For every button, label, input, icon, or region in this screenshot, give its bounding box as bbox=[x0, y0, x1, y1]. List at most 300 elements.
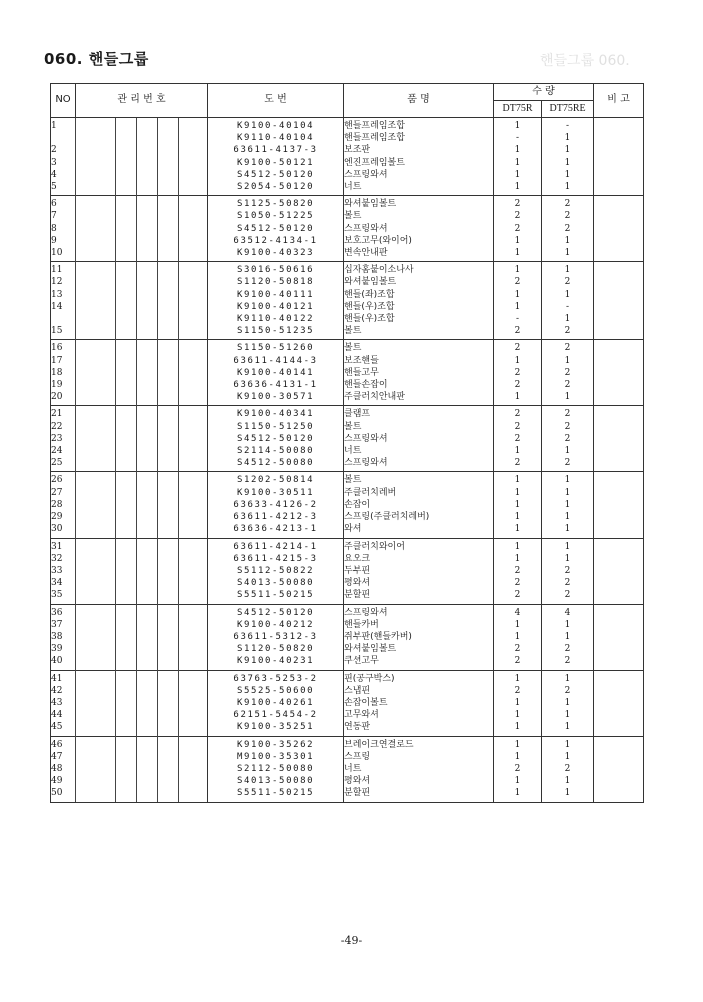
table-row bbox=[51, 223, 644, 235]
mgmt-cell bbox=[137, 709, 158, 721]
mgmt-cell bbox=[76, 118, 116, 133]
mgmt-cell bbox=[76, 487, 116, 499]
item-number-cell: 1 bbox=[51, 118, 76, 133]
qty-dt75re-cell: 4 bbox=[542, 604, 594, 619]
table-row bbox=[51, 457, 644, 472]
remarks-cell bbox=[594, 472, 644, 487]
mgmt-cell bbox=[158, 421, 179, 433]
mgmt-cell bbox=[76, 391, 116, 406]
part-name-cell: 핸들카버 bbox=[344, 619, 494, 631]
mgmt-cell bbox=[158, 118, 179, 133]
remarks-cell bbox=[594, 421, 644, 433]
mgmt-cell bbox=[137, 262, 158, 277]
mgmt-cell bbox=[137, 144, 158, 156]
qty-dt75re-cell: 1 bbox=[542, 721, 594, 736]
drawing-number-cell: K9100-40111 bbox=[208, 289, 344, 301]
qty-dt75re-cell: 1 bbox=[542, 538, 594, 553]
mgmt-cell bbox=[158, 670, 179, 685]
part-name-cell: 핸들프레임조합 bbox=[344, 118, 494, 133]
mgmt-cell bbox=[116, 499, 137, 511]
mgmt-cell bbox=[137, 643, 158, 655]
mgmt-cell bbox=[76, 169, 116, 181]
mgmt-cell bbox=[158, 445, 179, 457]
mgmt-cell bbox=[179, 391, 208, 406]
mgmt-cell bbox=[179, 619, 208, 631]
part-name-cell: 쥐부판(핸들카버) bbox=[344, 631, 494, 643]
remarks-cell bbox=[594, 553, 644, 565]
mgmt-cell bbox=[76, 787, 116, 802]
remarks-cell bbox=[594, 144, 644, 156]
mgmt-cell bbox=[158, 457, 179, 472]
mgmt-cell bbox=[179, 763, 208, 775]
item-number-cell: 49 bbox=[51, 775, 76, 787]
item-number-cell: 34 bbox=[51, 577, 76, 589]
mgmt-cell bbox=[158, 787, 179, 802]
remarks-cell bbox=[594, 523, 644, 538]
drawing-number-cell: K9100-35251 bbox=[208, 721, 344, 736]
header-model-dt75re: DT75RE bbox=[542, 101, 594, 118]
mgmt-cell bbox=[179, 223, 208, 235]
mgmt-cell bbox=[137, 775, 158, 787]
remarks-cell bbox=[594, 379, 644, 391]
table-row bbox=[51, 472, 644, 487]
mgmt-cell bbox=[179, 247, 208, 262]
qty-dt75re-cell: 1 bbox=[542, 289, 594, 301]
qty-dt75re-cell: 1 bbox=[542, 775, 594, 787]
qty-dt75r-cell: 2 bbox=[494, 589, 542, 604]
header-management-number: 관 리 번 호 bbox=[76, 84, 208, 118]
qty-dt75re-cell: 1 bbox=[542, 751, 594, 763]
qty-dt75re-cell: 2 bbox=[542, 577, 594, 589]
mgmt-cell bbox=[76, 181, 116, 196]
qty-dt75r-cell: 1 bbox=[494, 511, 542, 523]
mgmt-cell bbox=[116, 604, 137, 619]
mgmt-cell bbox=[158, 169, 179, 181]
qty-dt75re-cell: 1 bbox=[542, 247, 594, 262]
item-number-cell bbox=[51, 132, 76, 144]
mgmt-cell bbox=[158, 181, 179, 196]
item-number-cell: 18 bbox=[51, 367, 76, 379]
mgmt-cell bbox=[76, 196, 116, 211]
part-name-cell: 브레이크연결로드 bbox=[344, 736, 494, 751]
part-name-cell: 엔진프레임볼트 bbox=[344, 157, 494, 169]
remarks-cell bbox=[594, 406, 644, 421]
mgmt-cell bbox=[116, 367, 137, 379]
mgmt-cell bbox=[76, 223, 116, 235]
qty-dt75r-cell: 1 bbox=[494, 144, 542, 156]
mgmt-cell bbox=[179, 589, 208, 604]
mgmt-cell bbox=[137, 457, 158, 472]
table-row bbox=[51, 736, 644, 751]
drawing-number-cell: K9100-40323 bbox=[208, 247, 344, 262]
part-name-cell: 요오크 bbox=[344, 553, 494, 565]
part-name-cell: 핸들프레임조합 bbox=[344, 132, 494, 144]
qty-dt75re-cell: 1 bbox=[542, 313, 594, 325]
mgmt-cell bbox=[116, 223, 137, 235]
remarks-cell bbox=[594, 457, 644, 472]
table-row bbox=[51, 355, 644, 367]
item-number-cell: 7 bbox=[51, 210, 76, 222]
qty-dt75re-cell: 2 bbox=[542, 340, 594, 355]
item-number-cell: 41 bbox=[51, 670, 76, 685]
table-row bbox=[51, 511, 644, 523]
mgmt-cell bbox=[76, 472, 116, 487]
qty-dt75r-cell: 1 bbox=[494, 235, 542, 247]
part-name-cell: 볼트 bbox=[344, 472, 494, 487]
mgmt-cell bbox=[179, 276, 208, 288]
mgmt-cell bbox=[158, 487, 179, 499]
mgmt-cell bbox=[179, 433, 208, 445]
header-model-dt75r: DT75R bbox=[494, 101, 542, 118]
mgmt-cell bbox=[137, 655, 158, 670]
mgmt-cell bbox=[137, 499, 158, 511]
qty-dt75re-cell: 1 bbox=[542, 355, 594, 367]
mgmt-cell bbox=[137, 247, 158, 262]
mgmt-cell bbox=[179, 511, 208, 523]
mgmt-cell bbox=[76, 144, 116, 156]
mgmt-cell bbox=[137, 511, 158, 523]
item-number-cell: 11 bbox=[51, 262, 76, 277]
mgmt-cell bbox=[137, 751, 158, 763]
mgmt-cell bbox=[116, 721, 137, 736]
mgmt-cell bbox=[76, 670, 116, 685]
mgmt-cell bbox=[137, 577, 158, 589]
mgmt-cell bbox=[137, 433, 158, 445]
mgmt-cell bbox=[116, 565, 137, 577]
qty-dt75re-cell: 1 bbox=[542, 445, 594, 457]
mgmt-cell bbox=[137, 340, 158, 355]
item-number-cell: 32 bbox=[51, 553, 76, 565]
part-name-cell: 스프링 bbox=[344, 751, 494, 763]
remarks-cell bbox=[594, 132, 644, 144]
remarks-cell bbox=[594, 313, 644, 325]
remarks-cell bbox=[594, 169, 644, 181]
qty-dt75r-cell: 1 bbox=[494, 472, 542, 487]
parts-table bbox=[50, 83, 644, 803]
item-number-cell: 8 bbox=[51, 223, 76, 235]
qty-dt75r-cell: - bbox=[494, 313, 542, 325]
mgmt-cell bbox=[158, 144, 179, 156]
mgmt-cell bbox=[76, 631, 116, 643]
mgmt-cell bbox=[116, 697, 137, 709]
mgmt-cell bbox=[116, 313, 137, 325]
drawing-number-cell: K9100-40261 bbox=[208, 697, 344, 709]
qty-dt75r-cell: 1 bbox=[494, 619, 542, 631]
qty-dt75re-cell: 2 bbox=[542, 421, 594, 433]
remarks-cell bbox=[594, 487, 644, 499]
drawing-number-cell: S4013-50080 bbox=[208, 577, 344, 589]
mgmt-cell bbox=[116, 577, 137, 589]
remarks-cell bbox=[594, 643, 644, 655]
mgmt-cell bbox=[76, 763, 116, 775]
mgmt-cell bbox=[137, 132, 158, 144]
mgmt-cell bbox=[137, 553, 158, 565]
mgmt-cell bbox=[76, 325, 116, 340]
part-name-cell: 보조핸들 bbox=[344, 355, 494, 367]
item-number-cell: 46 bbox=[51, 736, 76, 751]
remarks-cell bbox=[594, 325, 644, 340]
item-number-cell: 22 bbox=[51, 421, 76, 433]
part-name-cell: 분할핀 bbox=[344, 589, 494, 604]
remarks-cell bbox=[594, 181, 644, 196]
drawing-number-cell: S1120-50818 bbox=[208, 276, 344, 288]
remarks-cell bbox=[594, 538, 644, 553]
part-name-cell: 와셔붙임볼트 bbox=[344, 196, 494, 211]
qty-dt75re-cell: 1 bbox=[542, 553, 594, 565]
mgmt-cell bbox=[158, 655, 179, 670]
part-name-cell: 와셔붙임볼트 bbox=[344, 276, 494, 288]
ghost-heading: 핸들그룹 060. bbox=[540, 53, 630, 69]
mgmt-cell bbox=[137, 736, 158, 751]
mgmt-cell bbox=[116, 787, 137, 802]
part-name-cell: 고무와셔 bbox=[344, 709, 494, 721]
part-name-cell: 보조판 bbox=[344, 144, 494, 156]
mgmt-cell bbox=[158, 223, 179, 235]
mgmt-cell bbox=[179, 340, 208, 355]
qty-dt75r-cell: 1 bbox=[494, 775, 542, 787]
mgmt-cell bbox=[158, 379, 179, 391]
table-row bbox=[51, 604, 644, 619]
mgmt-cell bbox=[116, 751, 137, 763]
qty-dt75r-cell: 1 bbox=[494, 697, 542, 709]
mgmt-cell bbox=[158, 619, 179, 631]
table-row bbox=[51, 118, 644, 133]
mgmt-cell bbox=[137, 538, 158, 553]
qty-dt75re-cell: 1 bbox=[542, 523, 594, 538]
drawing-number-cell: S4512-50120 bbox=[208, 604, 344, 619]
mgmt-cell bbox=[76, 247, 116, 262]
mgmt-cell bbox=[76, 565, 116, 577]
part-name-cell: 손잡이볼트 bbox=[344, 697, 494, 709]
mgmt-cell bbox=[158, 631, 179, 643]
drawing-number-cell: K9110-40122 bbox=[208, 313, 344, 325]
mgmt-cell bbox=[116, 421, 137, 433]
item-number-cell: 3 bbox=[51, 157, 76, 169]
mgmt-cell bbox=[158, 589, 179, 604]
table-row bbox=[51, 685, 644, 697]
remarks-cell bbox=[594, 670, 644, 685]
qty-dt75re-cell: 2 bbox=[542, 276, 594, 288]
mgmt-cell bbox=[179, 210, 208, 222]
drawing-number-cell: K9100-30511 bbox=[208, 487, 344, 499]
mgmt-cell bbox=[76, 775, 116, 787]
drawing-number-cell: S4512-50120 bbox=[208, 433, 344, 445]
mgmt-cell bbox=[137, 721, 158, 736]
drawing-number-cell: S4512-50120 bbox=[208, 169, 344, 181]
part-name-cell: 와셔붙임볼트 bbox=[344, 643, 494, 655]
part-name-cell: 평와셔 bbox=[344, 577, 494, 589]
drawing-number-cell: S1150-51235 bbox=[208, 325, 344, 340]
qty-dt75r-cell: 2 bbox=[494, 223, 542, 235]
mgmt-cell bbox=[76, 709, 116, 721]
mgmt-cell bbox=[116, 406, 137, 421]
mgmt-cell bbox=[116, 670, 137, 685]
qty-dt75re-cell: 1 bbox=[542, 487, 594, 499]
table-row bbox=[51, 523, 644, 538]
qty-dt75r-cell: 1 bbox=[494, 301, 542, 313]
part-name-cell: 핸들손잡이 bbox=[344, 379, 494, 391]
mgmt-cell bbox=[179, 118, 208, 133]
qty-dt75r-cell: 1 bbox=[494, 169, 542, 181]
mgmt-cell bbox=[158, 132, 179, 144]
part-name-cell: 볼트 bbox=[344, 325, 494, 340]
header-remarks: 비 고 bbox=[594, 84, 644, 118]
mgmt-cell bbox=[76, 655, 116, 670]
table-row bbox=[51, 379, 644, 391]
table-row bbox=[51, 421, 644, 433]
qty-dt75re-cell: 2 bbox=[542, 367, 594, 379]
table-row bbox=[51, 169, 644, 181]
remarks-cell bbox=[594, 340, 644, 355]
mgmt-cell bbox=[76, 538, 116, 553]
item-number-cell: 15 bbox=[51, 325, 76, 340]
item-number-cell: 44 bbox=[51, 709, 76, 721]
mgmt-cell bbox=[76, 433, 116, 445]
mgmt-cell bbox=[116, 775, 137, 787]
mgmt-cell bbox=[179, 325, 208, 340]
remarks-cell bbox=[594, 565, 644, 577]
item-number-cell: 24 bbox=[51, 445, 76, 457]
mgmt-cell bbox=[158, 709, 179, 721]
item-number-cell: 45 bbox=[51, 721, 76, 736]
mgmt-cell bbox=[137, 631, 158, 643]
qty-dt75r-cell: 2 bbox=[494, 763, 542, 775]
mgmt-cell bbox=[116, 445, 137, 457]
part-name-cell: 너트 bbox=[344, 763, 494, 775]
mgmt-cell bbox=[137, 210, 158, 222]
item-number-cell: 10 bbox=[51, 247, 76, 262]
item-number-cell: 31 bbox=[51, 538, 76, 553]
mgmt-cell bbox=[158, 511, 179, 523]
item-number-cell: 2 bbox=[51, 144, 76, 156]
mgmt-cell bbox=[158, 391, 179, 406]
mgmt-cell bbox=[179, 523, 208, 538]
mgmt-cell bbox=[158, 355, 179, 367]
qty-dt75r-cell: 1 bbox=[494, 721, 542, 736]
part-name-cell: 평와셔 bbox=[344, 775, 494, 787]
part-name-cell: 핸들(우)조합 bbox=[344, 301, 494, 313]
mgmt-cell bbox=[76, 276, 116, 288]
drawing-number-cell: S5112-50822 bbox=[208, 565, 344, 577]
table-row bbox=[51, 538, 644, 553]
mgmt-cell bbox=[179, 721, 208, 736]
mgmt-cell bbox=[158, 367, 179, 379]
part-name-cell: 분할핀 bbox=[344, 787, 494, 802]
qty-dt75r-cell: 2 bbox=[494, 340, 542, 355]
remarks-cell bbox=[594, 619, 644, 631]
mgmt-cell bbox=[179, 406, 208, 421]
item-number-cell: 50 bbox=[51, 787, 76, 802]
qty-dt75r-cell: 2 bbox=[494, 685, 542, 697]
qty-dt75re-cell: 1 bbox=[542, 144, 594, 156]
drawing-number-cell: K9100-40341 bbox=[208, 406, 344, 421]
item-number-cell: 9 bbox=[51, 235, 76, 247]
table-row bbox=[51, 289, 644, 301]
mgmt-cell bbox=[116, 619, 137, 631]
mgmt-cell bbox=[179, 577, 208, 589]
mgmt-cell bbox=[116, 132, 137, 144]
mgmt-cell bbox=[179, 301, 208, 313]
drawing-number-cell: S2112-50080 bbox=[208, 763, 344, 775]
table-row bbox=[51, 709, 644, 721]
mgmt-cell bbox=[116, 736, 137, 751]
qty-dt75r-cell: 1 bbox=[494, 709, 542, 721]
mgmt-cell bbox=[137, 763, 158, 775]
remarks-cell bbox=[594, 301, 644, 313]
mgmt-cell bbox=[137, 619, 158, 631]
mgmt-cell bbox=[116, 538, 137, 553]
item-number-cell: 36 bbox=[51, 604, 76, 619]
qty-dt75r-cell: 2 bbox=[494, 406, 542, 421]
item-number-cell: 33 bbox=[51, 565, 76, 577]
mgmt-cell bbox=[179, 157, 208, 169]
qty-dt75re-cell: 1 bbox=[542, 787, 594, 802]
table-row bbox=[51, 313, 644, 325]
table-row bbox=[51, 589, 644, 604]
table-row bbox=[51, 499, 644, 511]
item-number-cell: 25 bbox=[51, 457, 76, 472]
drawing-number-cell: K9100-40104 bbox=[208, 118, 344, 133]
drawing-number-cell: K9100-40212 bbox=[208, 619, 344, 631]
mgmt-cell bbox=[179, 787, 208, 802]
mgmt-cell bbox=[158, 697, 179, 709]
drawing-number-cell: 63611-4144-3 bbox=[208, 355, 344, 367]
table-row bbox=[51, 325, 644, 340]
mgmt-cell bbox=[179, 538, 208, 553]
table-row bbox=[51, 235, 644, 247]
mgmt-cell bbox=[137, 169, 158, 181]
mgmt-cell bbox=[158, 313, 179, 325]
qty-dt75re-cell: 2 bbox=[542, 196, 594, 211]
qty-dt75r-cell: 4 bbox=[494, 604, 542, 619]
mgmt-cell bbox=[179, 144, 208, 156]
table-row bbox=[51, 565, 644, 577]
mgmt-cell bbox=[137, 589, 158, 604]
mgmt-cell bbox=[179, 181, 208, 196]
table-row bbox=[51, 763, 644, 775]
remarks-cell bbox=[594, 721, 644, 736]
mgmt-cell bbox=[137, 118, 158, 133]
item-number-cell: 37 bbox=[51, 619, 76, 631]
mgmt-cell bbox=[158, 301, 179, 313]
mgmt-cell bbox=[179, 685, 208, 697]
drawing-number-cell: K9100-50121 bbox=[208, 157, 344, 169]
mgmt-cell bbox=[116, 144, 137, 156]
remarks-cell bbox=[594, 736, 644, 751]
remarks-cell bbox=[594, 775, 644, 787]
mgmt-cell bbox=[137, 325, 158, 340]
remarks-cell bbox=[594, 247, 644, 262]
mgmt-cell bbox=[158, 235, 179, 247]
mgmt-cell bbox=[116, 118, 137, 133]
mgmt-cell bbox=[179, 697, 208, 709]
mgmt-cell bbox=[137, 472, 158, 487]
qty-dt75re-cell: 1 bbox=[542, 169, 594, 181]
mgmt-cell bbox=[179, 355, 208, 367]
qty-dt75r-cell: 2 bbox=[494, 196, 542, 211]
table-row bbox=[51, 196, 644, 211]
mgmt-cell bbox=[76, 406, 116, 421]
qty-dt75r-cell: 1 bbox=[494, 553, 542, 565]
mgmt-cell bbox=[179, 487, 208, 499]
mgmt-cell bbox=[116, 763, 137, 775]
remarks-cell bbox=[594, 697, 644, 709]
part-name-cell: 볼트 bbox=[344, 340, 494, 355]
mgmt-cell bbox=[179, 169, 208, 181]
mgmt-cell bbox=[116, 523, 137, 538]
mgmt-cell bbox=[76, 367, 116, 379]
qty-dt75re-cell: 1 bbox=[542, 631, 594, 643]
